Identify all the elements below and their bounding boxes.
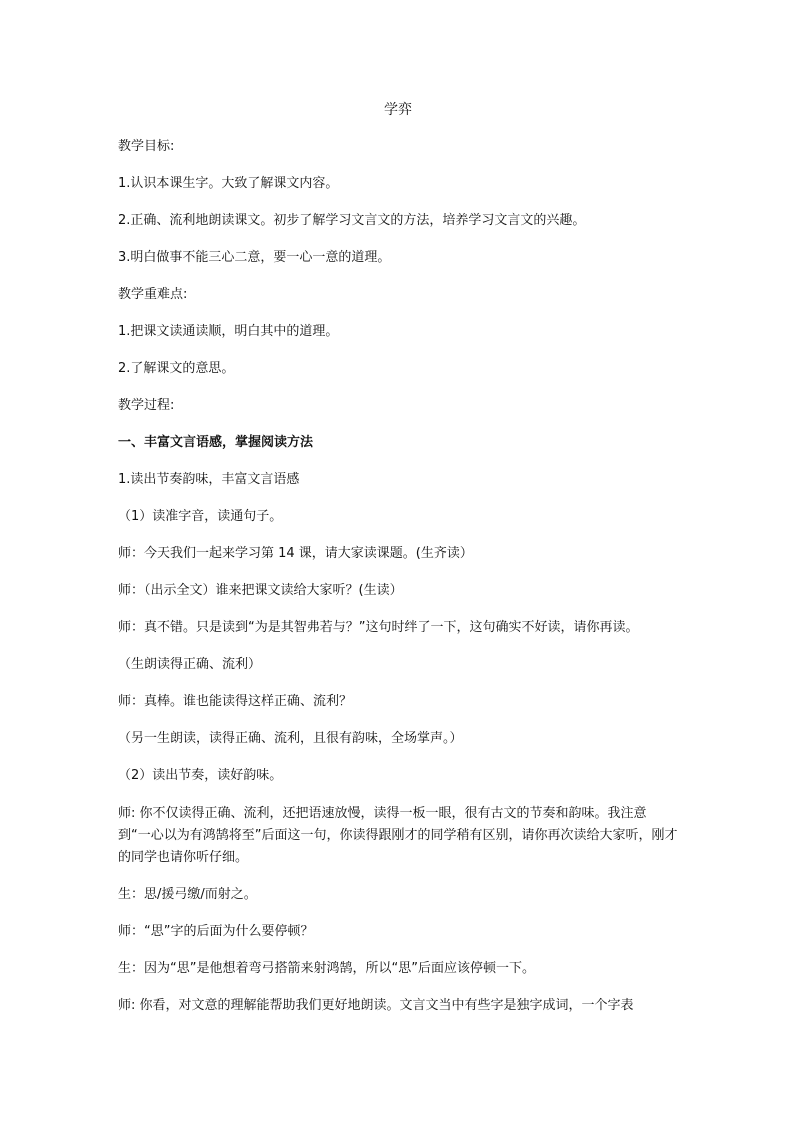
document-body (118, 137, 678, 1015)
paragraph: 教学目标: (118, 139, 175, 154)
paragraph: 1.读出节奏韵味，丰富文言语感 (118, 472, 300, 487)
paragraph: 师: 你看，对文意的理解能帮助我们更好地朗读。文言文当中有些字是独字成词，一个字表 (118, 998, 634, 1013)
paragraph: 生：因为“思”是他想着弯弓搭箭来射鸿鹄，所以“思”后面应该停顿一下。 (118, 961, 535, 976)
paragraph: （2）读出节奏，读好韵味。 (118, 768, 283, 783)
paragraph: （生朗读得正确、流利） (118, 657, 262, 672)
paragraph: 3.明白做事不能三心二意，要一心一意的道理。 (118, 250, 391, 265)
paragraph: 生：思/援弓缴/而射之。 (118, 887, 257, 902)
document-page (118, 100, 678, 1033)
paragraph: 1.认识本课生字。大致了解课文内容。 (118, 176, 339, 191)
paragraph: 师: 你不仅读得正确、流利，还把语速放慢，读得一板一眼，很有古文的节奏和韵味。我注意到“一心以为有鸿鹄将至”后面这一句，你读得跟刚才的同学稍有区别，请你再次读给大家听，刚才的同学也请你听仔细。 (118, 806, 678, 865)
paragraph: 2.了解课文的意思。 (118, 361, 235, 376)
paragraph: 师：真棒。谁也能读得这样正确、流利？ (118, 694, 353, 709)
paragraph: 师：真不错。只是读到“为是其智弗若与？”这句时绊了一下，这句确实不好读，请你再读。 (118, 620, 639, 635)
paragraph: 师：今天我们一起来学习第 14 课，请大家读课题。(生齐读） (118, 546, 473, 561)
paragraph: （1）读准字音，读通句子。 (118, 509, 283, 524)
paragraph: 教学过程: (118, 398, 175, 413)
document-title: 学弈 (384, 102, 412, 118)
paragraph: 1.把课文读通读顺，明白其中的道理。 (118, 324, 339, 339)
paragraph: 师：“思”字的后面为什么要停顿？ (118, 924, 314, 939)
paragraph: 2.正确、流利地朗读课文。初步了解学习文言文的方法，培养学习文言文的兴趣。 (118, 213, 586, 228)
paragraph: 教学重难点: (118, 287, 188, 302)
paragraph: 师：（出示全文）谁来把课文读给大家听？(生读） (118, 583, 403, 598)
paragraph: （另一生朗读，读得正确、流利，且很有韵味，全场掌声。） (118, 731, 463, 746)
section-heading: 一、丰富文言语感，掌握阅读方法 (118, 435, 314, 450)
